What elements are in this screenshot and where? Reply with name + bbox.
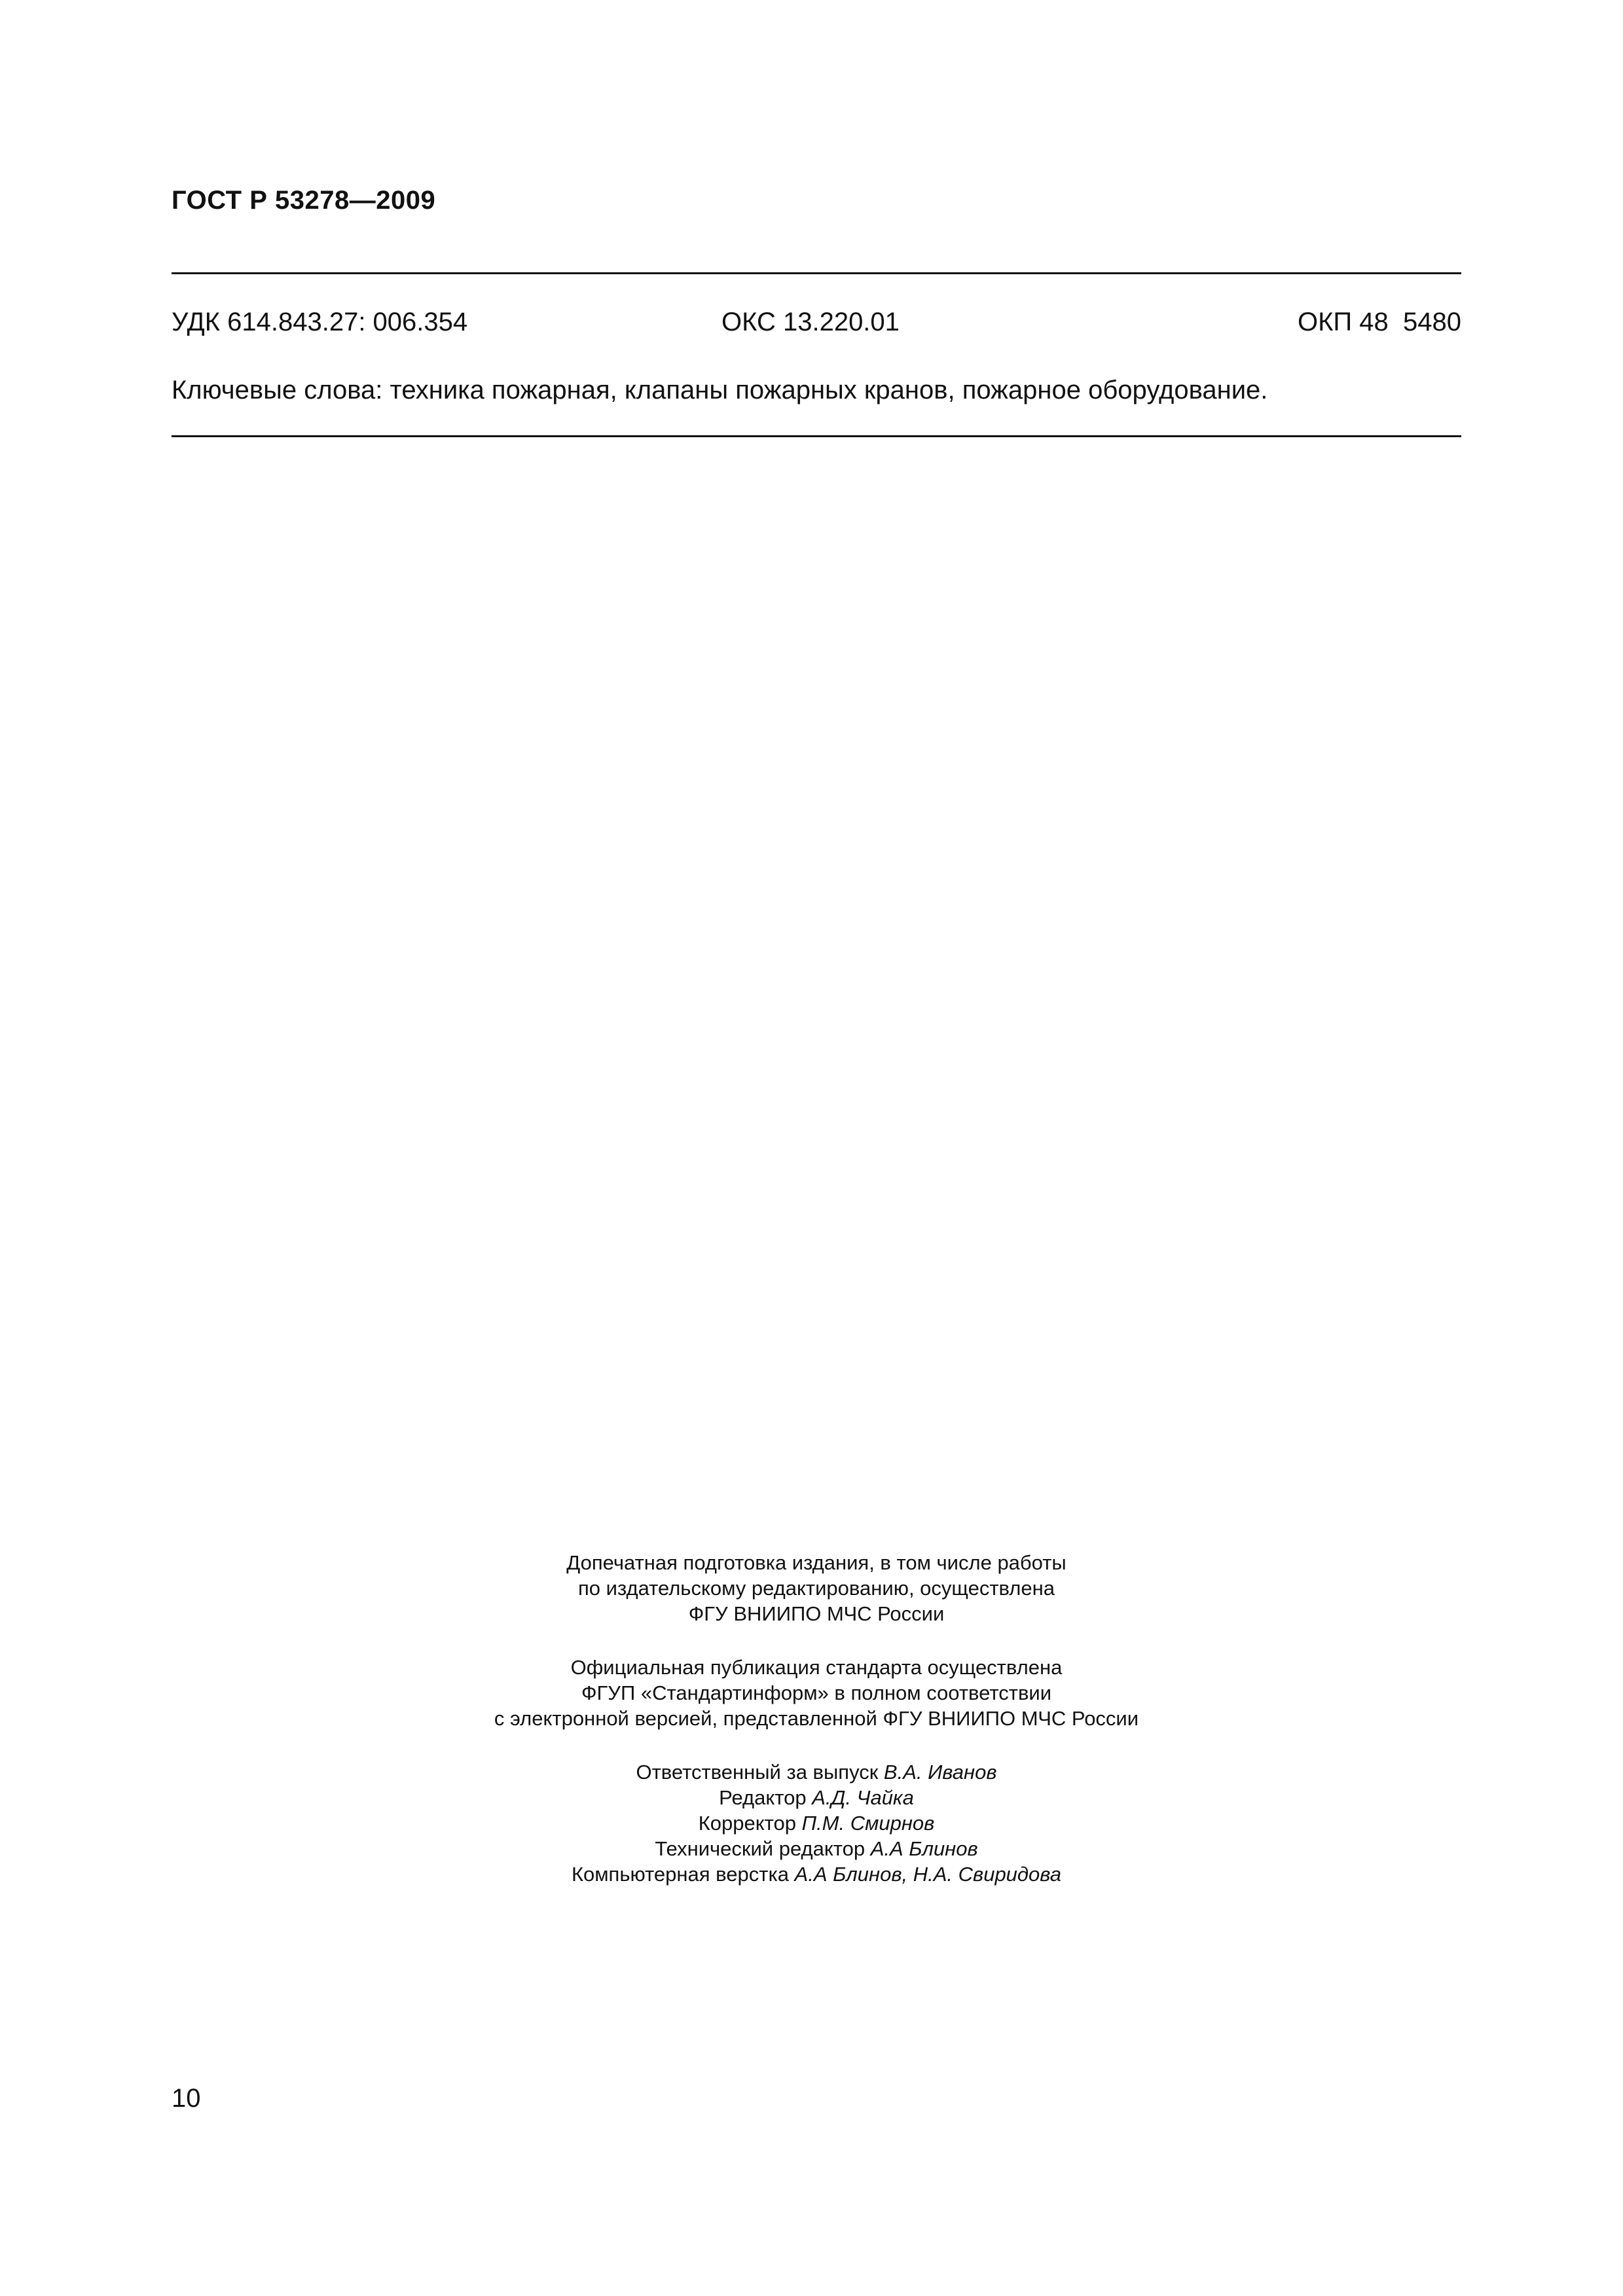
udk-code: УДК 614.843.27: 006.354	[172, 308, 468, 336]
prepress-paragraph	[172, 1550, 1461, 1626]
credit-role: Компьютерная верстка	[571, 1863, 795, 1886]
credit-name: П.М. Смирнов	[801, 1812, 935, 1835]
top-divider	[172, 272, 1461, 274]
page-number: 10	[172, 2084, 201, 2113]
okp-code: ОКП 48 5480	[1298, 308, 1461, 336]
credit-role: Технический редактор	[655, 1837, 871, 1860]
oks-code: ОКС 13.220.01	[721, 308, 900, 336]
prepress-line: по издательскому редактированию, осуществлена	[578, 1577, 1055, 1600]
credit-line	[172, 1759, 1461, 1785]
credit-name: А.Д. Чайка	[812, 1786, 914, 1809]
credit-name: А.А Блинов, Н.А. Свиридова	[794, 1863, 1062, 1886]
credits-paragraph	[172, 1759, 1461, 1887]
bottom-divider	[172, 435, 1461, 437]
publication-line: ФГУП «Стандартинформ» в полном соответствии	[581, 1681, 1052, 1704]
credit-line	[172, 1861, 1461, 1887]
prepress-line: Допечатная подготовка издания, в том числе работы	[566, 1551, 1067, 1574]
credit-line	[172, 1810, 1461, 1836]
credit-name: А.А Блинов	[870, 1837, 978, 1860]
credit-role: Ответственный за выпуск	[636, 1761, 884, 1784]
credit-name: В.А. Иванов	[883, 1761, 997, 1784]
credit-line	[172, 1785, 1461, 1810]
prepress-line: ФГУ ВНИИПО МЧС России	[688, 1602, 945, 1625]
document-code: ГОСТ Р 53278—2009	[172, 186, 436, 215]
classifier-codes	[172, 308, 1461, 340]
publication-paragraph	[172, 1655, 1461, 1731]
publication-line: Официальная публикация стандарта осуществлена	[570, 1656, 1063, 1679]
imprint-block	[172, 1550, 1461, 1915]
keywords-line: Ключевые слова: техника пожарная, клапаны пожарных кранов, пожарное оборудование.	[172, 376, 1268, 404]
credit-role: Редактор	[719, 1786, 812, 1809]
credit-role: Корректор	[698, 1812, 802, 1835]
publication-line: с электронной версией, представленной ФГУ ВНИИПО МЧС России	[494, 1707, 1139, 1730]
credit-line	[172, 1836, 1461, 1861]
